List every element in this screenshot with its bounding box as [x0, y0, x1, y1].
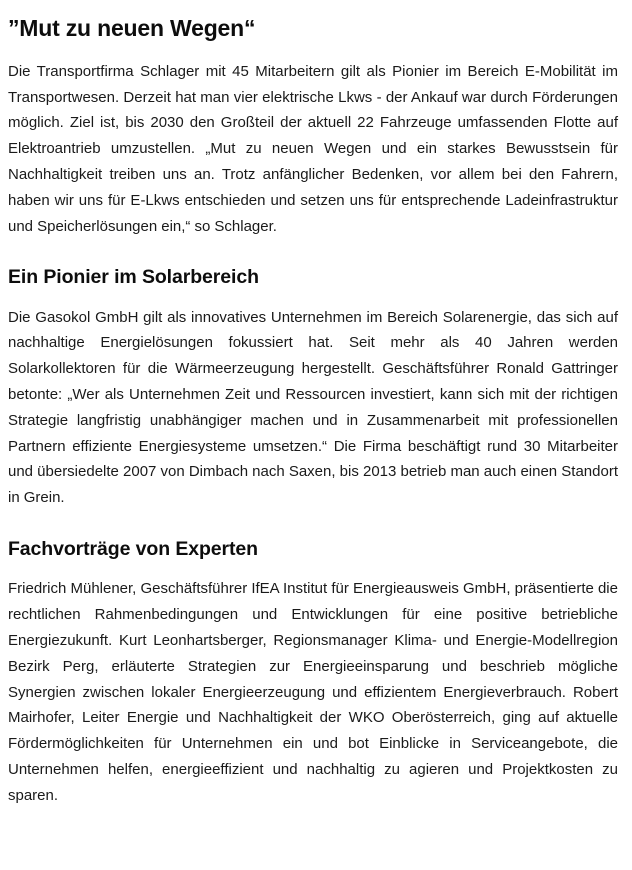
section-heading: Fachvorträge von Experten	[8, 538, 258, 561]
paragraph: Die Transportfirma Schlager mit 45 Mitarbeitern gilt als Pionier im Bereich E-Mobilität im Transportwesen. Derzeit hat man vier elektrische Lkws - der Ankauf war durch Förderungen möglich. Ziel ist, bis 2030 den Großteil der aktuell 22 Fahrzeuge umfassenden Flotte auf Elektroantrieb umzustellen. „Mut zu neuen Wegen und ein starkes Bewusstsein für Nachhaltigkeit treiben uns an. Trotz anfänglicher Bedenken, vor allem bei den Fahrern, haben wir uns für E-Lkws entschieden und setzen uns für entsprechende Ladeinfrastruktur und Speicherlösungen ein,“ so Schlager.	[8, 62, 618, 235]
article-section-intro	[8, 59, 618, 240]
article-section-solar	[8, 265, 618, 511]
section-heading: Ein Pionier im Solarbereich	[8, 266, 259, 289]
paragraph: Friedrich Mühlener, Geschäftsführer IfEA Institut für Energieausweis GmbH, präsentierte die rechtlichen Rahmenbedingungen und Entwicklungen für eine positive betriebliche Energiezukunft. Kurt Leonhartsberger, Regionsmanager Klima- und Energie-Modellregion Bezirk Perg, erläuterte Strategien zur Energieeinsparung und beschrieb mögliche Synergien zwischen lokaler Energieerzeugung und effizientem Energieverbrauch. Robert Mairhofer, Leiter Energie und Nachhaltigkeit der WKO Oberösterreich, ging auf aktuelle Fördermöglichkeiten für Unternehmen ein und bot Einblicke in Serviceangebote, die Unternehmen helfen, energieeffizient und nachhaltig zu agieren und Projektkosten zu sparen.	[8, 580, 618, 804]
page-title: ”Mut zu neuen Wegen“	[8, 15, 256, 41]
article-section-fachvortraege	[8, 537, 618, 809]
paragraph: Die Gasokol GmbH gilt als innovatives Unternehmen im Bereich Solarenergie, das sich auf nachhaltige Energielösungen fokussiert hat. Seit mehr als 40 Jahren werden Solarkollektoren für die Wärmeerzeugung hergestellt. Geschäftsführer Ronald Gattringer betonte: „Wer als Unternehmen Zeit und Ressourcen investiert, kann sich mit der richtigen Strategie langfristig unabhängiger machen und in Zusammenarbeit mit professionellen Partnern effiziente Energiesysteme umsetzen.“ Die Firma beschäftigt rund 30 Mitarbeiter und übersiedelte 2007 von Dimbach nach Saxen, bis 2013 betrieb man auch einen Standort in Grein.	[8, 308, 618, 507]
